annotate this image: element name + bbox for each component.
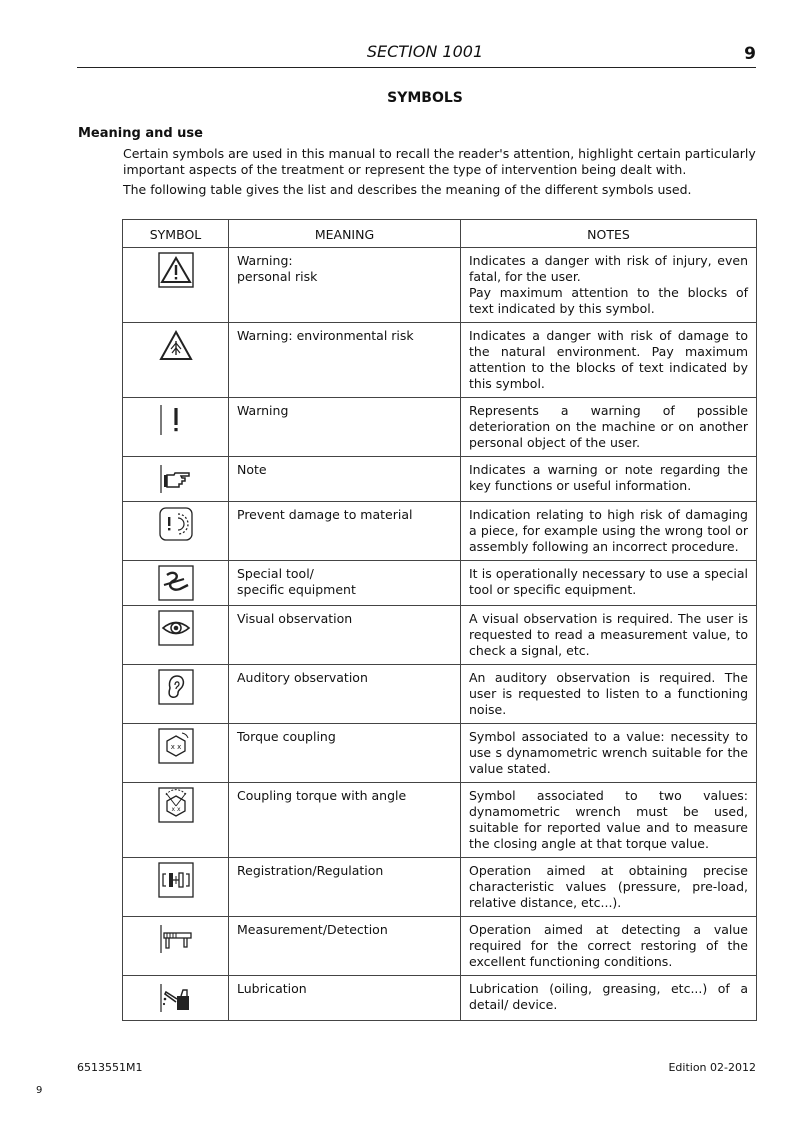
meaning-cell (229, 976, 461, 1021)
section-subheading: Meaning and use (78, 126, 203, 141)
eye-icon (158, 610, 194, 646)
meaning-text: Measurement/Detection (237, 922, 388, 937)
torque-icon (158, 728, 194, 764)
symbol-cell (123, 502, 229, 561)
warning-environmental-icon (158, 327, 194, 363)
notes-cell (461, 724, 757, 783)
notes-cell (461, 917, 757, 976)
table-row (123, 724, 757, 783)
notes-cell (461, 502, 757, 561)
notes-cell (461, 665, 757, 724)
notes-text: Indicates a danger with risk of injury, even fatal, for the user. (469, 253, 748, 284)
meaning-text: Lubrication (237, 981, 307, 996)
symbol-cell (123, 248, 229, 323)
symbol-cell (123, 606, 229, 665)
notes-text: Symbol associated to a value: necessity to use s dynamometric wrench suitable for the value stated. (469, 729, 748, 776)
intro-text (123, 146, 757, 202)
intro-paragraph: The following table gives the list and describes the meaning of the different symbols used. (123, 182, 692, 197)
symbol-cell (123, 323, 229, 398)
meaning-text: Note (237, 462, 267, 477)
meaning-cell (229, 724, 461, 783)
meaning-text: Special tool/ (237, 566, 314, 581)
meaning-text: Torque coupling (237, 729, 336, 744)
intro-paragraph: Certain symbols are used in this manual to recall the reader's attention, highlight certain particularly important aspects of the treatment or represent the type of intervention being dealt with. (123, 146, 756, 177)
pointing-hand-icon (158, 461, 194, 497)
table-row (123, 248, 757, 323)
notes-cell (461, 783, 757, 858)
notes-text: Lubrication (oiling, greasing, etc...) of a detail/ device. (469, 981, 748, 1012)
symbol-cell (123, 858, 229, 917)
notes-text: Indicates a warning or note regarding the key functions or useful information. (469, 462, 748, 493)
header-divider (77, 67, 756, 68)
table-header-row (123, 220, 757, 248)
table-row (123, 323, 757, 398)
table-row (123, 665, 757, 724)
meaning-text: personal risk (237, 269, 318, 284)
notes-text: Pay maximum attention to the blocks of text indicated by this symbol. (469, 285, 748, 316)
oil-can-icon (158, 980, 194, 1016)
table-row (123, 858, 757, 917)
meaning-text: Registration/Regulation (237, 863, 384, 878)
notes-text: Indicates a danger with risk of damage to the natural environment. Pay maximum attention to the blocks of text indicated by this symbol. (469, 328, 748, 391)
symbol-cell (123, 724, 229, 783)
torque-angle-icon (158, 787, 194, 823)
meaning-cell (229, 248, 461, 323)
svg-text:x x: x x (170, 743, 181, 751)
corner-page-number: 9 (36, 1085, 43, 1096)
notes-text: Symbol associated to two values: dynamometric wrench must be used, suitable for reported value and to measure the closing angle at that torque value. (469, 788, 748, 851)
notes-cell (461, 561, 757, 606)
symbol-cell (123, 561, 229, 606)
exclamation-icon (158, 402, 194, 438)
table-row (123, 917, 757, 976)
notes-cell (461, 976, 757, 1021)
meaning-cell (229, 457, 461, 502)
column-header-notes: NOTES (461, 220, 757, 248)
notes-text: Operation aimed at detecting a value required for the correct restoring of the excellent functioning conditions. (469, 922, 748, 969)
notes-text: A visual observation is required. The user is requested to read a measurement value, to check a signal, etc. (469, 611, 748, 658)
meaning-cell (229, 561, 461, 606)
meaning-text: specific equipment (237, 582, 356, 597)
table-row (123, 976, 757, 1021)
meaning-cell (229, 606, 461, 665)
column-header-meaning: MEANING (229, 220, 461, 248)
header-section-title: SECTION 1001 (366, 42, 484, 61)
symbol-cell (123, 398, 229, 457)
symbols-table (122, 219, 757, 1021)
svg-text:x x: x x (170, 806, 181, 813)
meaning-text: Warning: (237, 253, 293, 268)
damage-gear-icon (158, 506, 194, 542)
caliper-icon (158, 921, 194, 957)
notes-cell (461, 248, 757, 323)
notes-cell (461, 606, 757, 665)
edition-label: Edition 02-2012 (668, 1061, 756, 1074)
notes-text: Represents a warning of possible deterioration on the machine or on another personal object of the user. (469, 403, 748, 450)
meaning-text: Warning (237, 403, 289, 418)
table-row (123, 606, 757, 665)
symbol-cell (123, 457, 229, 502)
symbol-cell (123, 783, 229, 858)
column-header-symbol: SYMBOL (123, 220, 229, 248)
symbol-cell (123, 917, 229, 976)
meaning-cell (229, 783, 461, 858)
warning-personal-icon (158, 252, 194, 288)
header-page-number: 9 (744, 44, 756, 64)
notes-text: It is operationally necessary to use a special tool or specific equipment. (469, 566, 748, 597)
table-row (123, 561, 757, 606)
table-row (123, 783, 757, 858)
meaning-text: Prevent damage to material (237, 507, 413, 522)
meaning-cell (229, 665, 461, 724)
table-row (123, 457, 757, 502)
meaning-cell (229, 917, 461, 976)
symbol-cell (123, 976, 229, 1021)
meaning-cell (229, 502, 461, 561)
meaning-text: Auditory observation (237, 670, 368, 685)
meaning-cell (229, 858, 461, 917)
notes-text: Operation aimed at obtaining precise characteristic values (pressure, pre-load, relative distance, etc...). (469, 863, 748, 910)
notes-text: An auditory observation is required. The user is requested to listen to a functioning noise. (469, 670, 748, 717)
meaning-text: Warning: environmental risk (237, 328, 414, 343)
symbol-cell (123, 665, 229, 724)
notes-cell (461, 457, 757, 502)
meaning-cell (229, 323, 461, 398)
special-tool-icon (158, 565, 194, 601)
notes-cell (461, 323, 757, 398)
meaning-text: Coupling torque with angle (237, 788, 407, 803)
notes-cell (461, 858, 757, 917)
document-code: 6513551M1 (77, 1061, 143, 1074)
regulation-icon (158, 862, 194, 898)
table-row (123, 502, 757, 561)
page-title: SYMBOLS (387, 90, 463, 106)
notes-cell (461, 398, 757, 457)
table-row (123, 398, 757, 457)
meaning-cell (229, 398, 461, 457)
notes-text: Indication relating to high risk of damaging a piece, for example using the wrong tool or assembly following an incorrect procedure. (469, 507, 748, 554)
meaning-text: Visual observation (237, 611, 353, 626)
ear-icon (158, 669, 194, 705)
